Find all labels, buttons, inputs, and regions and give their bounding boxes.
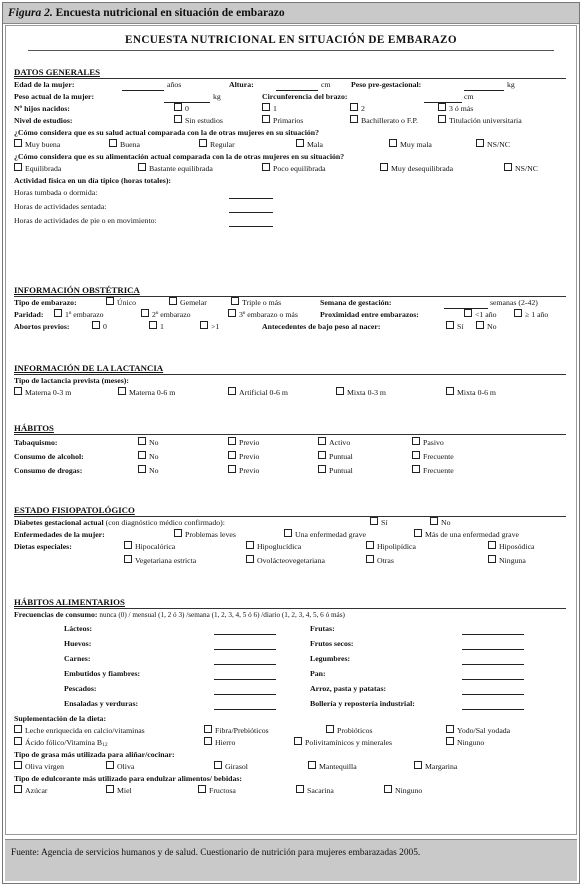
habit-option[interactable]: Previo [228,437,259,449]
checkbox-icon [446,737,454,745]
checkbox-icon [446,387,454,395]
freq-field[interactable] [462,668,524,680]
row-fat-options [14,761,566,773]
checkbox-icon [488,541,496,549]
checkbox-icon [412,465,420,473]
height-label: Altura: [229,80,254,89]
checkbox-icon [446,321,454,329]
fat-option[interactable]: Margarina [414,761,457,773]
supplement-option[interactable]: Probióticos [326,725,373,737]
checkbox-icon [14,387,22,395]
freq-item-left: Pescados: [64,684,97,693]
habit-option[interactable]: Frecuente [412,465,454,477]
row-diabetes [14,517,566,529]
sweetener-option[interactable]: Sacarina [296,785,334,797]
checkbox-icon [138,451,146,459]
checkbox-icon [169,297,177,305]
checkbox-icon [124,555,132,563]
diseases-option-1[interactable]: Una enfermedad grave [284,529,366,541]
diet-special-option[interactable]: Vegetariana estricta [124,555,196,567]
children-option-3[interactable]: 3 ó más [438,103,473,115]
checkbox-icon [412,451,420,459]
checkbox-icon [476,321,484,329]
habit-label: Consumo de drogas: [14,466,83,475]
checkbox-icon [174,529,182,537]
health-option-3[interactable]: Mala [296,139,323,151]
sweetener-option[interactable]: Miel [106,785,132,797]
age-unit: años [167,80,182,89]
sweetener-option[interactable]: Azúcar [14,785,48,797]
health-option-0[interactable]: Muy buena [14,139,60,151]
row-health-options [14,139,566,151]
figure-header [3,3,579,24]
lactation-option-4[interactable]: Mixta 0-6 m [446,387,496,399]
lactation-option-2[interactable]: Artificial 0-6 m [228,387,288,399]
checkbox-icon [138,163,146,171]
diet-option-4[interactable]: NS/NC [504,163,538,175]
pre-weight-field[interactable] [464,79,504,91]
diseases-label: Enfermedades de la mujer: [14,530,105,539]
habit-option[interactable]: No [138,437,159,449]
fat-option[interactable]: Mantequilla [308,761,357,773]
habit-option[interactable]: Puntual [318,465,353,477]
checkbox-icon [336,387,344,395]
checkbox-icon [446,725,454,733]
checkbox-icon [14,725,22,733]
freq-row [14,623,566,638]
fat-option[interactable]: Oliva virgen [14,761,64,773]
habit-option[interactable]: Previo [228,451,259,463]
diet-option-0[interactable]: Equilibrada [14,163,61,175]
habits-row-smoking [14,437,566,451]
checkbox-icon [214,761,222,769]
checkbox-icon [318,437,326,445]
freq-row [14,698,566,713]
checkbox-icon [141,309,149,317]
checkbox-icon [504,163,512,171]
row-lactation-label [14,375,566,387]
checkbox-icon [326,725,334,733]
diseases-option-0[interactable]: Problemas leves [174,529,236,541]
children-label: Nº hijos nacidos: [14,104,70,113]
row-lactation-options [14,387,566,399]
checkbox-icon [106,785,114,793]
freq-item-right: Arroz, pasta y patatas: [310,684,387,693]
pregnancy-type-option-1[interactable]: Gemelar [169,297,207,309]
form-title-rule [28,50,554,51]
checkbox-icon [370,517,378,525]
diet-special-option[interactable]: Ovolácteovegetariana [246,555,325,567]
activity-row-1 [14,201,566,215]
health-question [14,127,566,139]
checkbox-icon [476,139,484,147]
supplement-option[interactable]: Hierro [204,737,235,749]
section-title-obstetric: INFORMACIÓN OBSTÉTRICA [14,284,566,297]
checkbox-icon [228,387,236,395]
habit-label: Consumo de alcohol: [14,452,84,461]
freq-item-right: Legumbres: [310,654,351,663]
gestation-week-unit: semanas (2-42) [490,298,538,307]
survey-form [5,25,577,835]
checkbox-icon [318,451,326,459]
checkbox-icon [228,437,236,445]
diet-special-option[interactable]: Otras [366,555,394,567]
checkbox-icon [204,725,212,733]
checkbox-icon [92,321,100,329]
checkbox-icon [262,163,270,171]
habit-option[interactable]: Puntual [318,451,353,463]
activity-label: Actividad física en un día típico (horas totales): [14,176,172,185]
row-children [14,103,566,115]
freq-field[interactable] [214,683,276,695]
freq-field[interactable] [462,698,524,710]
freq-field[interactable] [462,653,524,665]
health-option-5[interactable]: NS/NC [476,139,510,151]
checkbox-icon [350,103,358,111]
supplement-option[interactable]: Polivitamínicos y minerales [294,737,392,749]
row-diseases [14,529,566,541]
freq-item-left: Huevos: [64,639,92,648]
checkbox-icon [14,737,22,745]
education-label: Nivel de estudios: [14,116,73,125]
abortions-option-2[interactable]: >1 [200,321,219,333]
section-title-lactation: INFORMACIÓN DE LA LACTANCIA [14,362,566,375]
habit-option[interactable]: Pasivo [412,437,444,449]
pregnancy-type-label: Tipo de embarazo: [14,298,77,307]
activity-label-1: Horas de actividades sentada: [14,202,107,211]
checkbox-icon [106,297,114,305]
checkbox-icon [198,785,206,793]
freq-field[interactable] [462,683,524,695]
checkbox-icon [204,737,212,745]
row-sweetener-options [14,785,566,797]
habit-option[interactable]: Activo [318,437,350,449]
checkbox-icon [200,321,208,329]
health-option-1[interactable]: Buena [109,139,140,151]
checkbox-icon [318,465,326,473]
activity-field-0[interactable] [229,187,273,199]
row-sweetener-label [14,773,566,785]
supplement-option[interactable]: Fibra/Prebióticos [204,725,269,737]
parity-label: Paridad: [14,310,44,319]
freq-field[interactable] [214,668,276,680]
freq-field[interactable] [214,653,276,665]
pregnancy-type-option-2[interactable]: Triple o más [231,297,281,309]
section-title-general: DATOS GENERALES [14,66,566,79]
checkbox-icon [14,163,22,171]
freq-item-left: Carnes: [64,654,91,663]
section-habits [14,422,566,479]
checkbox-icon [138,465,146,473]
arm-field[interactable] [424,91,462,103]
freq-field[interactable] [214,623,276,635]
habit-option[interactable]: Frecuente [412,451,454,463]
diseases-option-2[interactable]: Más de una enfermedad grave [414,529,519,541]
freq-item-left: Embutidos y fiambres: [64,669,141,678]
freq-item-left: Lácteos: [64,624,93,633]
sweetener-option[interactable]: Fructosa [198,785,236,797]
supplement-option[interactable]: Leche enriquecida en calcio/vitaminas [14,725,145,737]
checkbox-icon [284,529,292,537]
diet-special-option[interactable]: Hipolipídica [366,541,416,553]
checkbox-icon [109,139,117,147]
activity-row-0 [14,187,566,201]
diet-special-option[interactable]: Hipoglucídica [246,541,301,553]
checkbox-icon [14,139,22,147]
education-option-1[interactable]: Primarios [262,115,303,127]
supplement-option[interactable]: Ninguno [446,737,484,749]
row-supplement-1 [14,725,566,737]
checkbox-icon [246,555,254,563]
section-title-food: HÁBITOS ALIMENTARIOS [14,596,566,609]
low-weight-label: Antecedentes de bajo peso al nacer: [262,322,381,331]
checkbox-icon [294,737,302,745]
freq-item-right: Frutas: [310,624,335,633]
checkbox-icon [199,139,207,147]
checkbox-icon [231,297,239,305]
checkbox-icon [438,115,446,123]
checkbox-icon [124,541,132,549]
education-option-3[interactable]: Titulación universitaria [438,115,522,127]
checkbox-icon [54,309,62,317]
diabetes-note: (con diagnóstico médico confirmado): [105,518,225,527]
diet-question [14,151,566,163]
activity-label-row [14,175,566,187]
checkbox-icon [514,309,522,317]
checkbox-icon [366,541,374,549]
habit-option[interactable]: No [138,465,159,477]
freq-field[interactable] [214,638,276,650]
form-title: ENCUESTA NUTRICIONAL EN SITUACIÓN DE EMBARAZO [124,34,458,46]
lactation-option-1[interactable]: Materna 0-6 m [118,387,175,399]
checkbox-icon [296,785,304,793]
row-frequency [14,609,566,621]
arm-label: Circunferencia del brazo: [262,92,348,101]
habits-row-drugs [14,465,566,479]
proximity-option-1[interactable]: ≥ 1 año [514,309,548,321]
frequency-grid [14,621,566,713]
checkbox-icon [384,785,392,793]
freq-item-left: Ensaladas y verduras: [64,699,139,708]
abortions-option-1[interactable]: 1 [149,321,164,333]
diets-label: Dietas especiales: [14,542,72,551]
supplement-option[interactable]: Ácido fólico/Vitamina B12 [14,737,108,751]
diabetes-option-0[interactable]: Sí [370,517,388,529]
abortions-option-0[interactable]: 0 [92,321,107,333]
checkbox-icon [174,115,182,123]
checkbox-icon [106,761,114,769]
freq-row [14,638,566,653]
habits-row-alcohol [14,451,566,465]
freq-row [14,653,566,668]
freq-field[interactable] [462,638,524,650]
checkbox-icon [464,309,472,317]
abortions-label: Abortos previos: [14,322,70,331]
checkbox-icon [228,465,236,473]
height-field[interactable] [276,79,318,91]
age-field[interactable] [122,79,164,91]
sweetener-label: Tipo de edulcorante más utilizado para endulzar alimentos/ bebidas: [14,774,243,783]
activity-field-1[interactable] [229,201,273,213]
freq-item-right: Pan: [310,669,326,678]
checkbox-icon [138,437,146,445]
current-weight-label: Peso actual de la mujer: [14,92,95,101]
freq-label: Frecuencias de consumo: [14,610,98,619]
row-supplement-label [14,713,566,725]
pre-weight-label: Peso pre-gestacional: [351,80,422,89]
activity-field-2[interactable] [229,215,273,227]
section-general [14,66,566,229]
parity-option-2[interactable]: 3º embarazo o más [228,309,298,321]
low-weight-option-1[interactable]: No [476,321,497,333]
fat-label: Tipo de grasa más utilizada para aliñar/cocinar: [14,750,175,759]
checkbox-icon [438,103,446,111]
parity-option-0[interactable]: 1º embarazo [54,309,104,321]
activity-label-0: Horas tumbada o dormida: [14,188,98,197]
height-unit: cm [321,80,331,89]
fat-option[interactable]: Oliva [106,761,134,773]
diet-option-1[interactable]: Bastante equilibrada [138,163,213,175]
section-food [14,596,566,797]
checkbox-icon [414,761,422,769]
freq-item-right: Frutos secos: [310,639,354,648]
supplement-label: Suplementación de la dieta: [14,714,107,723]
diet-option-2[interactable]: Poco equilibrada [262,163,326,175]
children-option-2[interactable]: 2 [350,103,365,115]
checkbox-icon [149,321,157,329]
diet-question-text: ¿Cómo considera que es su alimentación actual comparada con la de otras mujeres en su situación? [14,152,345,161]
checkbox-icon [228,451,236,459]
section-title-pathology: ESTADO FISIOPATOLÓGICO [14,504,566,517]
row-diets-2 [14,555,566,569]
checkbox-icon [488,555,496,563]
proximity-label: Proximidad entre embarazos: [320,310,419,319]
row-abortions [14,321,566,333]
section-pathology [14,504,566,569]
health-option-2[interactable]: Regular [199,139,235,151]
pre-weight-unit: kg [507,80,515,89]
freq-note: nunca (0) / mensual (1, 2 ó 3) /semana (1, 2, 3, 4, 5 ó 6) /diario (1, 2, 3, 4, 5, 6 ó más) [99,611,345,619]
age-label: Edad de la mujer: [14,80,75,89]
row-diets-1 [14,541,566,555]
activity-label-2: Horas de actividades de pie o en movimiento: [14,216,157,225]
education-option-0[interactable]: Sin estudios [174,115,223,127]
children-option-1[interactable]: 1 [262,103,277,115]
pregnancy-type-option-0[interactable]: Único [106,297,136,309]
section-title-habits: HÁBITOS [14,422,566,435]
lactation-option-3[interactable]: Mixta 0-3 m [336,387,386,399]
row-fat-label [14,749,566,761]
checkbox-icon [228,309,236,317]
figure-label: Figura 2. [8,7,53,19]
freq-item-right: Bollería y repostería industrial: [310,699,415,708]
education-option-2[interactable]: Bachillerato o F.P. [350,115,418,127]
diet-special-option[interactable]: Hiposódica [488,541,535,553]
freq-field[interactable] [462,623,524,635]
diabetes-option-1[interactable]: No [430,517,451,529]
arm-unit: cm [464,92,474,101]
checkbox-icon [380,163,388,171]
checkbox-icon [262,115,270,123]
checkbox-icon [389,139,397,147]
current-weight-field[interactable] [164,91,210,103]
row-pregnancy-type [14,297,566,309]
habit-option[interactable]: No [138,451,159,463]
low-weight-option-0[interactable]: Sí [446,321,464,333]
checkbox-icon [118,387,126,395]
health-option-4[interactable]: Muy mala [389,139,432,151]
figure-frame [2,2,580,884]
checkbox-icon [296,139,304,147]
freq-row [14,683,566,698]
diabetes-label: Diabetes gestacional actual [14,518,104,527]
children-option-0[interactable]: 0 [174,103,189,115]
row-supplement-2 [14,737,566,749]
diet-special-option[interactable]: Hipocalórica [124,541,175,553]
habit-label: Tabaquismo: [14,438,58,447]
activity-row-2 [14,215,566,229]
fat-option[interactable]: Girasol [214,761,248,773]
supplement-option[interactable]: Yodo/Sal yodada [446,725,510,737]
gestation-week-field[interactable] [444,297,488,309]
checkbox-icon [308,761,316,769]
current-weight-unit: kg [213,92,221,101]
lactation-option-0[interactable]: Materna 0-3 m [14,387,71,399]
checkbox-icon [366,555,374,563]
freq-field[interactable] [214,698,276,710]
section-obstetric [14,284,566,333]
proximity-option-0[interactable]: <1 año [464,309,497,321]
lactation-type-label: Tipo de lactancia prevista (meses): [14,376,129,385]
habit-option[interactable]: Previo [228,465,259,477]
figure-title: Encuesta nutricional en situación de embarazo [55,7,285,19]
sweetener-option[interactable]: Ninguno [384,785,422,797]
diet-special-option[interactable]: Ninguna [488,555,526,567]
checkbox-icon [262,103,270,111]
checkbox-icon [14,761,22,769]
row-age-height-weight [14,79,566,91]
row-current-weight-arm [14,91,566,103]
diet-option-3[interactable]: Muy desequilibrada [380,163,453,175]
figure-source-footer: Fuente: Agencia de servicios humanos y de salud. Cuestionario de nutrición para mujeres embarazadas 2005. [5,839,577,881]
checkbox-icon [430,517,438,525]
row-education [14,115,566,127]
parity-option-1[interactable]: 2º embarazo [141,309,191,321]
checkbox-icon [246,541,254,549]
checkbox-icon [174,103,182,111]
checkbox-icon [350,115,358,123]
health-question-text: ¿Cómo considera que es su salud actual comparada con la de otras mujeres en su situación? [14,128,320,137]
checkbox-icon [14,785,22,793]
gestation-week-label: Semana de gestación: [320,298,392,307]
checkbox-icon [414,529,422,537]
freq-row [14,668,566,683]
row-parity [14,309,566,321]
row-diet-options [14,163,566,175]
checkbox-icon [412,437,420,445]
section-lactation [14,362,566,399]
